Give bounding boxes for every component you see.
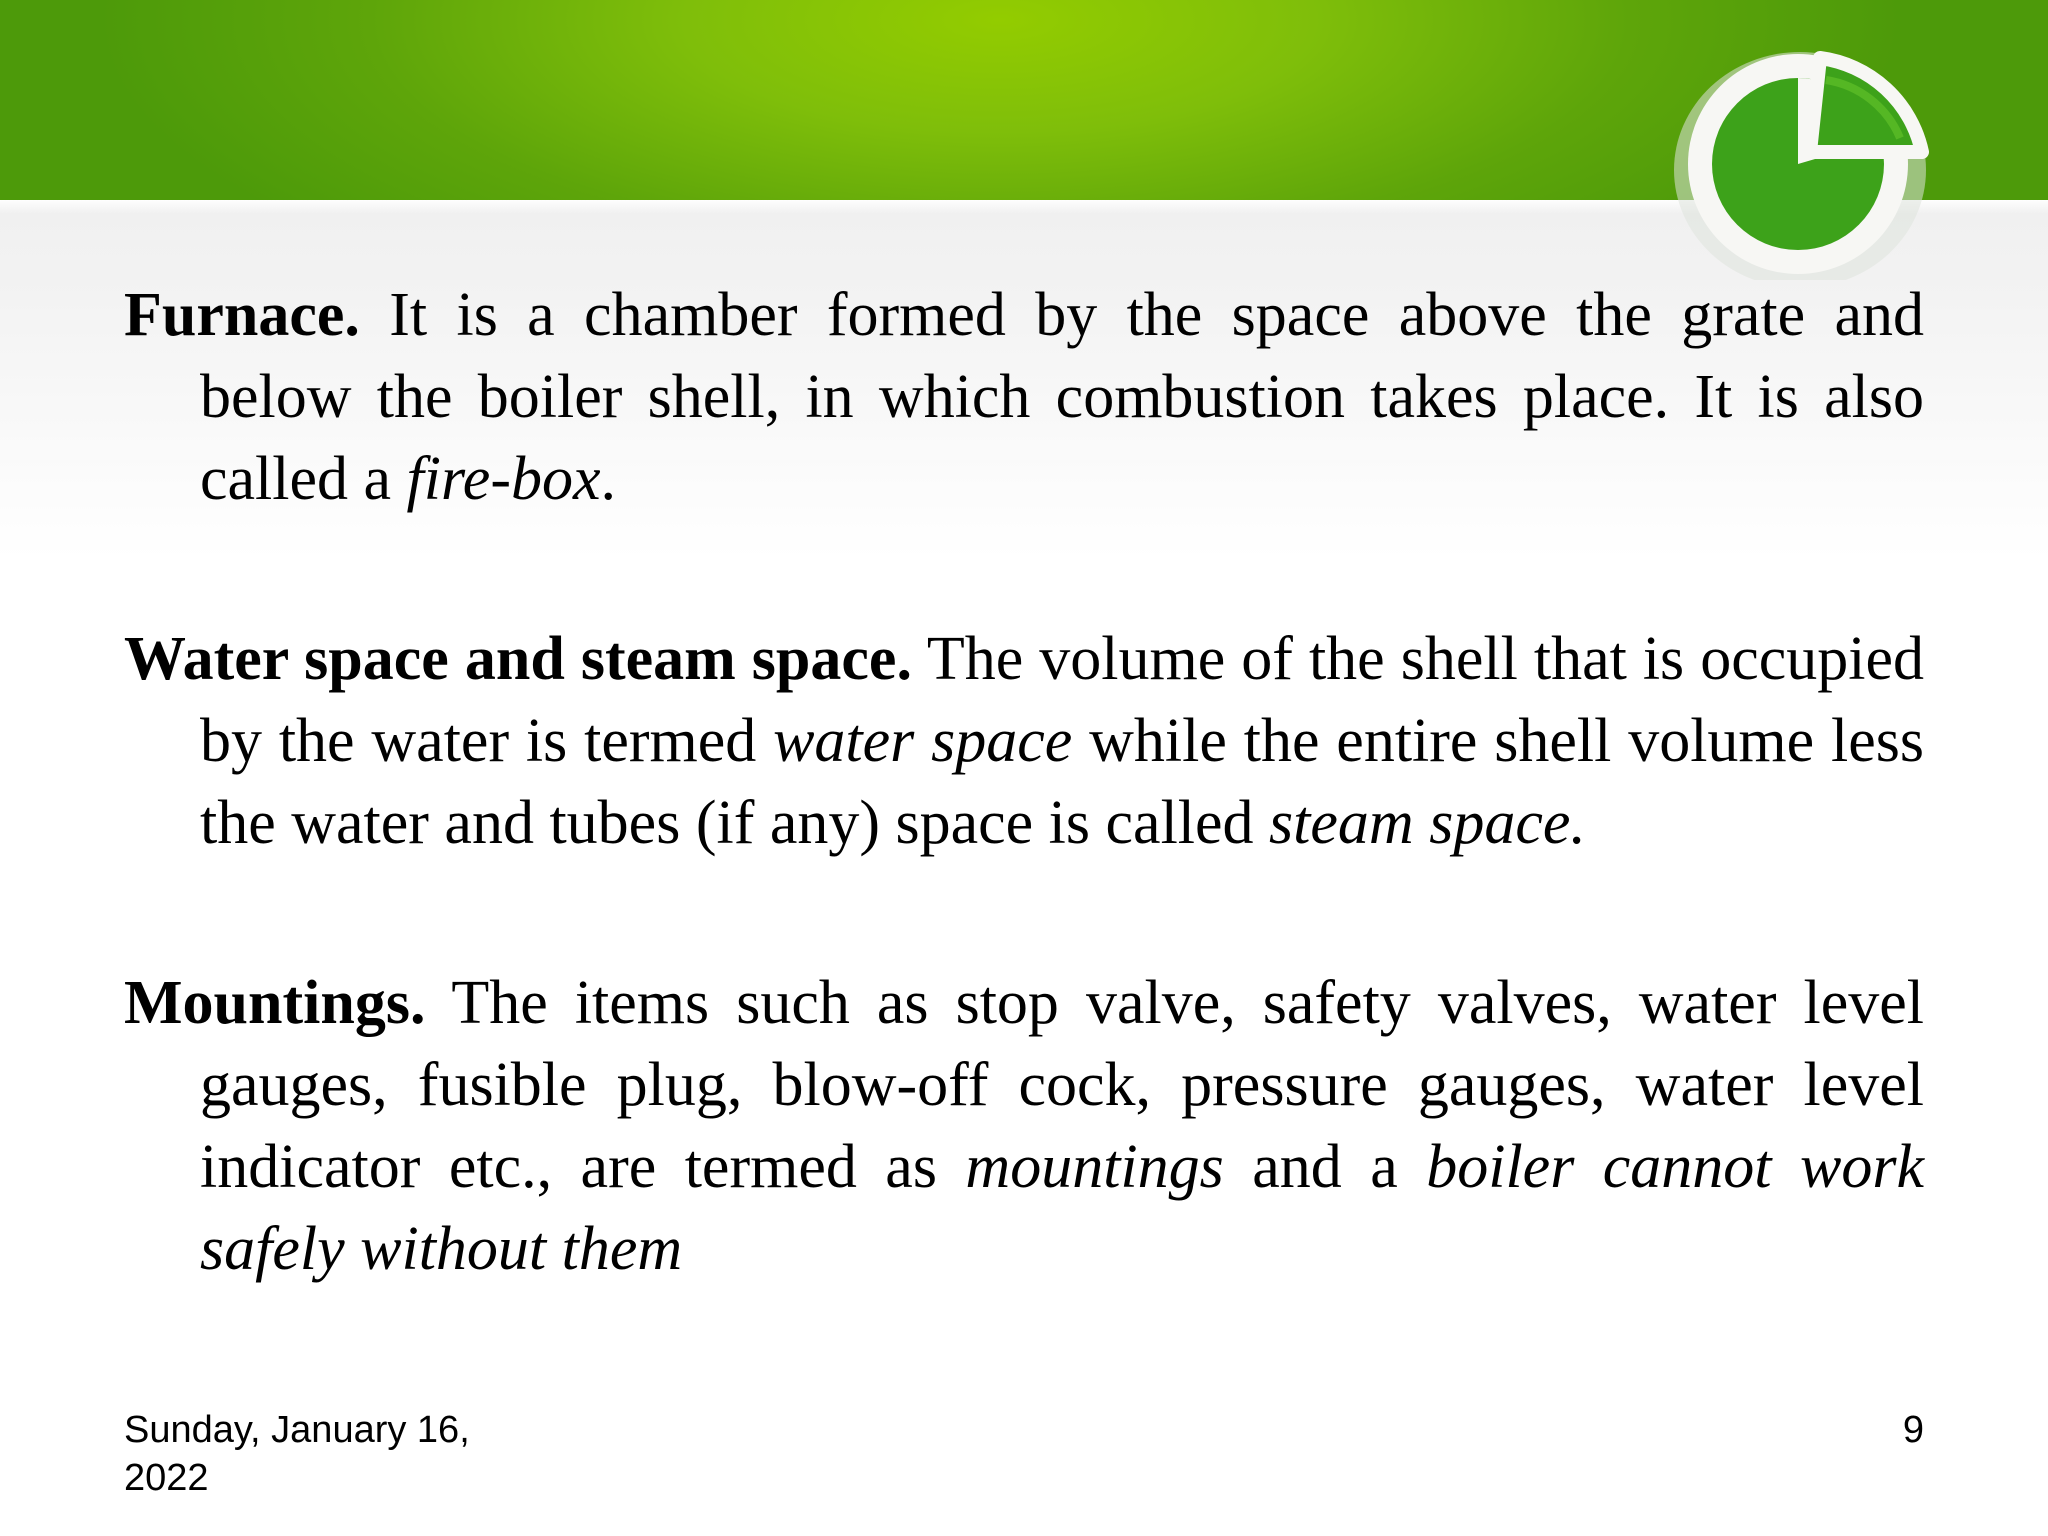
emphasis-fire-box: fire-box bbox=[406, 445, 601, 513]
paragraph-mountings bbox=[124, 962, 1924, 1290]
slide-body bbox=[124, 274, 1924, 1290]
paragraph-text: and a bbox=[1223, 1133, 1427, 1201]
term-mountings: Mountings. bbox=[124, 969, 426, 1037]
emphasis-water-space: water space bbox=[773, 707, 1073, 775]
paragraph-text: . bbox=[600, 445, 616, 513]
term-furnace: Furnace. bbox=[124, 281, 360, 349]
emphasis-steam-space: steam space. bbox=[1269, 789, 1586, 857]
paragraph-water-steam-space bbox=[124, 618, 1924, 864]
footer-date: Sunday, January 16, 2022 bbox=[124, 1409, 470, 1499]
emphasis-mountings: mountings bbox=[965, 1133, 1224, 1201]
paragraph-text: It is a chamber formed by the space above the grate and below the boiler shell, in which combustion takes place. It is also called a bbox=[200, 281, 1924, 513]
page-number: 9 bbox=[1902, 1409, 1924, 1451]
paragraph-text: while the entire shell volume less the water and tubes (if any) space is called bbox=[200, 707, 1924, 857]
paragraph-text: The volume of the shell that is occupied by the water is termed bbox=[200, 625, 1924, 775]
paragraph-furnace bbox=[124, 274, 1924, 520]
emphasis-boiler-safety: boiler cannot work safely without them bbox=[200, 1133, 1924, 1283]
pie-chart-logo-icon bbox=[1660, 40, 1980, 280]
paragraph-text: The items such as stop valve, safety valves, water level gauges, fusible plug, blow-off cock, pressure gauges, water level indicator etc., are termed as bbox=[200, 969, 1924, 1201]
term-water-steam-space: Water space and steam space. bbox=[124, 625, 912, 693]
